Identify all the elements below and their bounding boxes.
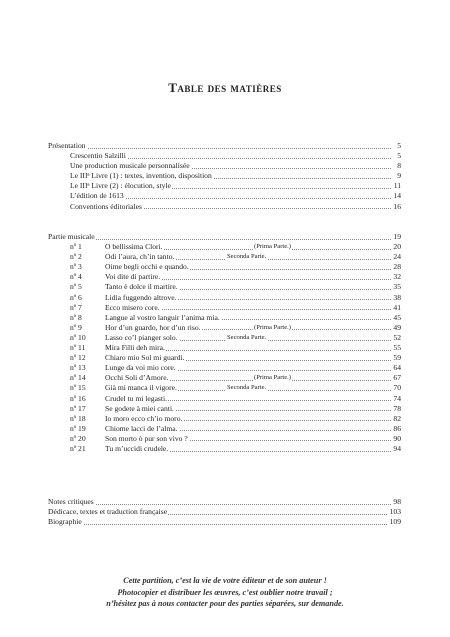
page-title: Table des matières bbox=[168, 80, 282, 95]
song-number: nº 21 bbox=[70, 443, 86, 453]
song-title: Chiome lacci de l’alma. bbox=[105, 423, 178, 433]
song-title: Voi dite di partire. bbox=[105, 272, 161, 282]
toc-entry[interactable] bbox=[48, 191, 401, 201]
toc-song-entry[interactable] bbox=[48, 313, 401, 323]
toc-entry-page: 52 bbox=[393, 332, 401, 342]
toc-entry-page: 19 bbox=[393, 232, 401, 241]
toc-entry-music-header[interactable] bbox=[48, 232, 401, 242]
toc-song-entry[interactable] bbox=[48, 434, 401, 444]
dot-leader bbox=[48, 524, 391, 525]
toc-song-entry[interactable] bbox=[48, 303, 401, 313]
toc-entry-page: 74 bbox=[393, 393, 401, 403]
toc-song-entry[interactable] bbox=[48, 444, 401, 454]
toc-entry-page: 8 bbox=[397, 161, 401, 171]
toc-song-entry[interactable] bbox=[48, 282, 401, 292]
toc-song-entry[interactable] bbox=[48, 353, 401, 363]
song-title: Occhi Soli d’Amore. bbox=[105, 373, 169, 383]
song-number: nº 20 bbox=[70, 433, 86, 443]
toc-entry-page: 32 bbox=[393, 272, 401, 282]
toc-entry[interactable] bbox=[48, 171, 401, 181]
song-title: Langue al vostro languir l’anima mia. bbox=[105, 312, 220, 322]
song-title: Già mi manca il vigore. bbox=[105, 383, 177, 393]
footer-line: Photocopier et distribuer les œuvres, c’est oublier notre travail ; bbox=[117, 587, 333, 597]
toc-entry-label: Conventions éditoriales bbox=[70, 201, 142, 211]
toc-music-section bbox=[48, 232, 401, 454]
toc-entry-page: 82 bbox=[393, 413, 401, 423]
toc-entry[interactable] bbox=[48, 517, 401, 527]
toc-entry-label: Notes critiques bbox=[48, 497, 94, 506]
song-number: nº 11 bbox=[70, 343, 86, 353]
toc-entry-page: 64 bbox=[393, 363, 401, 373]
song-title: Lidia fuggendo altrove. bbox=[105, 292, 177, 302]
song-title: Tu m’uccidi crudele. bbox=[105, 443, 169, 453]
toc-song-entry[interactable] bbox=[48, 404, 401, 414]
toc-song-entry[interactable] bbox=[48, 323, 401, 333]
toc-entry[interactable] bbox=[48, 497, 401, 507]
song-number: nº 9 bbox=[70, 322, 82, 332]
song-title: Se godete à miei canti. bbox=[105, 403, 174, 413]
toc-entry-page: 45 bbox=[393, 312, 401, 322]
toc-song-entry[interactable] bbox=[48, 373, 401, 383]
toc-entry-page: 55 bbox=[393, 343, 401, 353]
toc-entry-page: 109 bbox=[389, 517, 401, 527]
toc-entry-page: 41 bbox=[393, 302, 401, 312]
toc-entry-page: 59 bbox=[393, 353, 401, 363]
song-number: nº 10 bbox=[70, 332, 86, 342]
song-title: Lunge da voi mio core. bbox=[105, 363, 176, 373]
toc-entry-label: Le IIIᵉ Livre (2) : élocution, style bbox=[70, 181, 171, 191]
toc-front-section bbox=[48, 141, 401, 212]
toc-entry-page: 70 bbox=[393, 383, 401, 393]
toc-back-section bbox=[48, 497, 401, 527]
footer-notice bbox=[0, 575, 450, 610]
song-number: nº 13 bbox=[70, 363, 86, 373]
song-title: Ecco misero core. bbox=[105, 302, 160, 312]
song-number: nº 6 bbox=[70, 292, 82, 302]
toc-entry-page: 14 bbox=[393, 191, 401, 201]
toc-entry-label: Le IIIᵉ Livre (1) : textes, invention, disposition bbox=[70, 171, 212, 181]
toc-entry-label: Crescentio Salzilli bbox=[70, 151, 126, 161]
toc-entry-page: 35 bbox=[393, 282, 401, 292]
song-part-note: Seconda Parte. bbox=[226, 252, 267, 262]
song-number: nº 7 bbox=[70, 302, 82, 312]
toc-entry-page: 28 bbox=[393, 262, 401, 272]
toc-song-entry[interactable] bbox=[48, 272, 401, 282]
song-title: Son morto ò pur son vivo ? bbox=[105, 433, 188, 443]
song-part-note: Seconda Parte. bbox=[226, 333, 267, 343]
song-title: Crudel tu mi legasti. bbox=[105, 393, 168, 403]
song-part-note: Seconda Parte. bbox=[226, 383, 267, 393]
footer-line: Cette partition, c’est la vie de votre éditeur et de son auteur ! bbox=[123, 576, 327, 585]
toc-song-entry[interactable] bbox=[48, 333, 401, 343]
toc-entry[interactable] bbox=[48, 141, 401, 151]
song-number: nº 14 bbox=[70, 373, 86, 383]
toc-entry-page: 5 bbox=[397, 151, 401, 161]
song-number: nº 8 bbox=[70, 312, 82, 322]
toc-entry-label: Dédicace, textes et traduction française bbox=[48, 507, 168, 517]
song-number: nº 1 bbox=[70, 242, 82, 252]
song-title: Odi l’aura, ch’in tanto. bbox=[105, 252, 175, 262]
toc-entry-page: 5 bbox=[397, 141, 401, 150]
song-number: nº 3 bbox=[70, 262, 82, 272]
toc-entry-page: 16 bbox=[393, 201, 401, 211]
toc-song-entry[interactable] bbox=[48, 293, 401, 303]
song-number: nº 16 bbox=[70, 393, 86, 403]
toc-song-entry[interactable] bbox=[48, 252, 401, 262]
song-title: Oime begli occhi e quando. bbox=[105, 262, 189, 272]
song-part-note: (Prima Parte.) bbox=[253, 373, 292, 383]
toc-song-entry[interactable] bbox=[48, 242, 401, 252]
toc-entry[interactable] bbox=[48, 507, 401, 517]
toc-entry-page: 11 bbox=[393, 181, 401, 191]
toc-entry-page: 9 bbox=[397, 171, 401, 181]
song-title: O bellissima Clori. bbox=[105, 242, 163, 252]
toc-entry[interactable] bbox=[48, 161, 401, 171]
toc-song-entry[interactable] bbox=[48, 414, 401, 424]
toc-entry-page: 78 bbox=[393, 403, 401, 413]
toc-entry[interactable] bbox=[48, 181, 401, 191]
song-number: nº 2 bbox=[70, 252, 82, 262]
dot-leader bbox=[48, 504, 391, 505]
toc-song-entry[interactable] bbox=[48, 424, 401, 434]
footer-line: n’hésitez pas à nous contacter pour des parties séparées, sur demande. bbox=[106, 599, 344, 608]
song-title: Tanto è dolce il martire. bbox=[105, 282, 178, 292]
toc-entry[interactable] bbox=[48, 202, 401, 212]
song-number: nº 18 bbox=[70, 413, 86, 423]
song-number: nº 4 bbox=[70, 272, 82, 282]
toc-entry-page: 24 bbox=[393, 252, 401, 262]
toc-entry-page: 103 bbox=[389, 507, 401, 517]
toc-song-entry[interactable] bbox=[48, 343, 401, 353]
toc-song-entry[interactable] bbox=[48, 383, 401, 393]
song-number: nº 15 bbox=[70, 383, 86, 393]
song-title: Lasso co’l pianger solo. bbox=[105, 332, 178, 342]
toc-song-entry[interactable] bbox=[48, 394, 401, 404]
song-part-note: (Prima Parte.) bbox=[253, 323, 292, 333]
song-title: Mira Filli deh mira. bbox=[105, 343, 165, 353]
toc-entry-page: 86 bbox=[393, 423, 401, 433]
toc-entry-page: 20 bbox=[393, 242, 401, 252]
song-number: nº 17 bbox=[70, 403, 86, 413]
toc-entry-page: 98 bbox=[393, 497, 401, 506]
toc-entry-label: Présentation bbox=[48, 141, 86, 150]
dot-leader bbox=[48, 148, 391, 149]
song-number: nº 12 bbox=[70, 353, 86, 363]
song-title: Hor d’un guardo, hor d’un riso. bbox=[105, 322, 201, 332]
toc-entry-label: Une production musicale personnalisée bbox=[70, 161, 190, 171]
toc-entry-label: Partie musicale bbox=[48, 232, 95, 241]
toc-entry-page: 94 bbox=[393, 443, 401, 453]
song-part-note: (Prima Parte.) bbox=[253, 242, 292, 252]
toc-entry[interactable] bbox=[48, 151, 401, 161]
song-number: nº 5 bbox=[70, 282, 82, 292]
song-title: Chiaro mio Sol mi guardi. bbox=[105, 353, 185, 363]
toc-entry-page: 38 bbox=[393, 292, 401, 302]
dot-leader bbox=[48, 239, 391, 240]
toc-entry-page: 90 bbox=[393, 433, 401, 443]
toc-entry-label: Biographie bbox=[48, 517, 82, 527]
toc-song-entry[interactable] bbox=[48, 363, 401, 373]
song-number: nº 19 bbox=[70, 423, 86, 433]
toc-song-entry[interactable] bbox=[48, 262, 401, 272]
toc-entry-page: 67 bbox=[393, 373, 401, 383]
song-title: Io moro ecco ch’io moro. bbox=[105, 413, 183, 423]
toc-entry-page: 49 bbox=[393, 322, 401, 332]
toc-entry-label: L’édition de 1613 bbox=[70, 191, 124, 201]
